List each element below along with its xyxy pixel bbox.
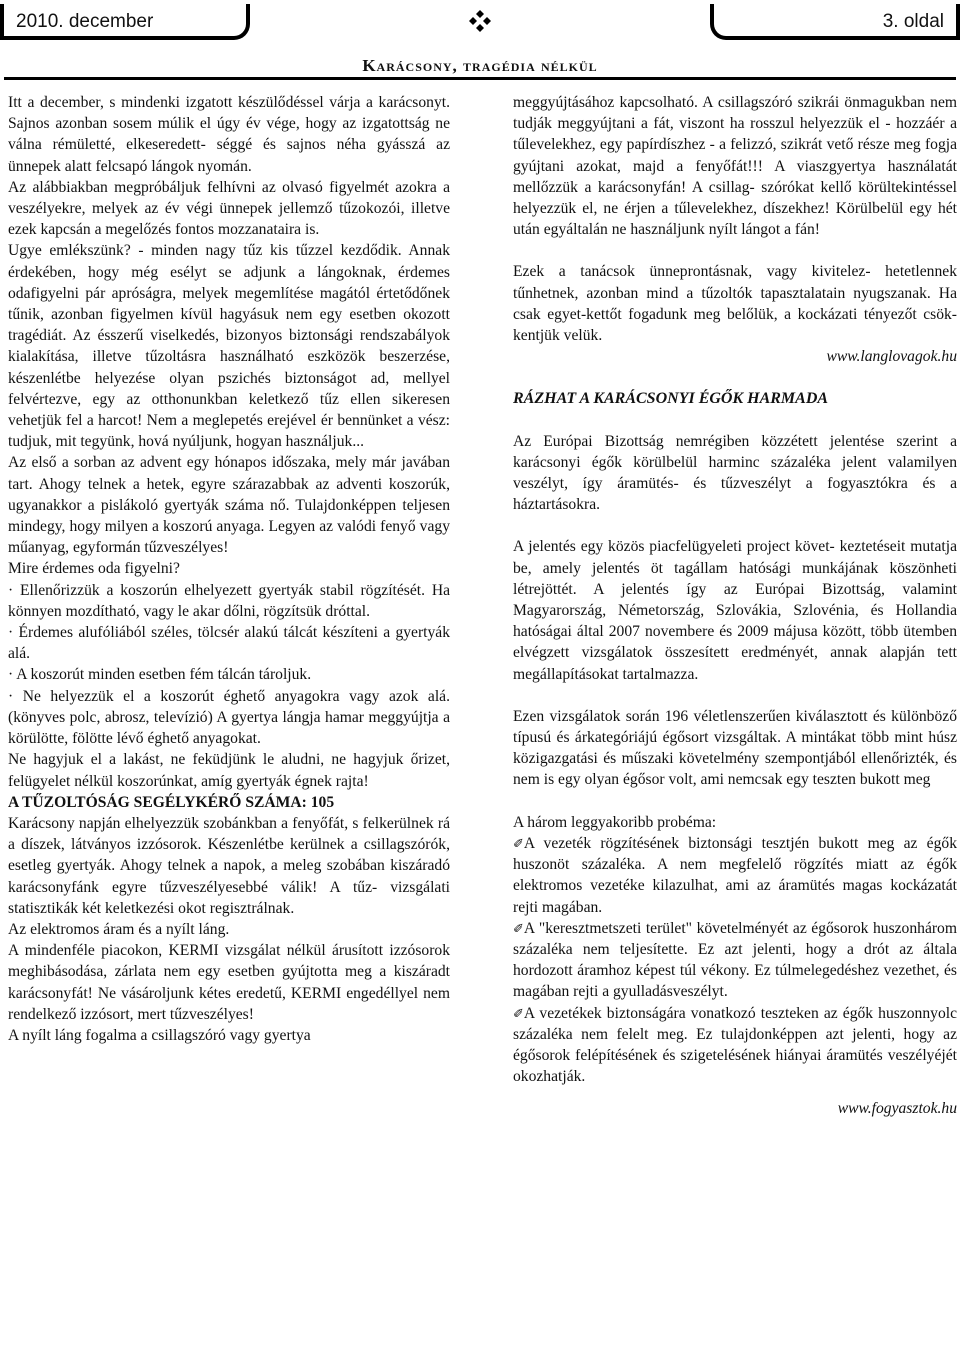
- list-item: · Ne helyezzük el a koszorút éghető anyagokra vagy azok alá. (könyves polc, abrosz, televízió) A gyertya lángja hamar meggyújtja a körülötte, fölötte lévő éghető anyagokat.: [8, 687, 450, 748]
- pencil-icon: ✐: [513, 920, 524, 936]
- list-item-text: A "keresztmetszeti terület" követelményét az égősorok huszonhárom százaléka nem teljesítette. Ez azt jelenti, hogy a drót az általa hordozott áramhoz képest túl vékony. Ez túlmelegedéshez vezethet, és magában rejti a gyulladásveszélyt.: [513, 919, 957, 1001]
- list-item: [513, 1003, 957, 1088]
- section-title: Karácsony, tragédia nélkül: [362, 56, 598, 75]
- paragraph: Az alábbiakban megpróbáljuk felhívni az olvasó figyelmét azokra a veszélyekre, melyek az év végi ünnepek jellemző tűzokozói, illetve ezek kapcsán a megelőzés fontos mozzanataira is.: [8, 178, 450, 239]
- paragraph: A nyílt láng fogalma a csillagszóró vagy gyertya: [8, 1026, 311, 1044]
- paragraph: Ne hagyjuk el a lakást, ne feküdjünk le aludni, ne hagyjuk őrizet, felügyelet nélkül koszorúnkat, amíg gyertyák égnek rajta!: [8, 751, 450, 790]
- pencil-icon: ✐: [513, 1005, 524, 1021]
- paragraph: meggyújtásához kapcsolható. A csillagszóró szikrái önmagukban nem tudják meggyújtani a fát, viszont ha rosszul helyezzük el - hozzáér a tűlevelekhez, egy papírdíszhez - a felizzó, szikrát vető része meg fogja gyújtani azokat, majd a fenyőfát!!! A viaszgyertya használatát mellőzzük a karácsonyfán! A csillag- szórókat kellő körültekintéssel helyezzük el, ne érjen a tűlevelekhez, díszekhez! Körülbelül egy hét után egyáltalán ne használjunk nyílt lángot a fán!: [513, 94, 957, 239]
- left-column: [8, 92, 450, 1046]
- paragraph: Itt a december, s mindenki izgatott készülődéssel várja a karácsonyt. Sajnos azonban sosem múlik el úgy év vége, hogy az izgatottság ne válna rémületté, elkeseredett- séggé és sajnos néha gyásszá az ünnepek alatt felcsapó lángok nyomán.: [8, 94, 450, 175]
- paragraph: Az elektromos áram és a nyílt láng.: [8, 920, 230, 938]
- paragraph: Ezek a tanácsok ünneprontásnak, vagy kivitelez- hetetlennek tűnhetnek, azonban mind a tűzoltók tapasztalatain nyugszanak. Ha csak egyet-kettőt fogadunk meg belőlük, a kockázati tényezőt csök- kentjük velük.: [513, 263, 957, 345]
- list-item: [513, 833, 957, 918]
- page-header: [0, 0, 960, 50]
- paragraph: A jelentés egy közös piacfelügyeleti project követ- keztetéseit mutatja be, amely jelentés öt tagállam hatósági munkájának köszönheti létrejöttét. A jelentés így az Európai Bizottság, valamint Magyarország, Németország, Szlovákia, Szlovénia, és Hollandia hatóságai által 2007 novembere és 2009 májusa között, több ütemben elvégzett vizsgálatok összesített eredményét, annak alapján tett megállapításokat tartalmazza.: [513, 538, 957, 683]
- title-rule: [4, 77, 956, 80]
- four-diamond-ornament-icon: [468, 9, 492, 33]
- source-link[interactable]: www.fogyasztok.hu: [837, 1100, 957, 1118]
- list-item: · A koszorút minden esetben fém tálcán tároljuk.: [8, 666, 312, 684]
- paragraph: Az első a sorban az advent egy hónapos időszaka, mely már javában tart. Ahogy telnek a hetek, egyre szárazabbak az adventi koszorúk, ugyanakkor a pislákoló gyertyák száma nő. Tulajdonképpen teljesen mindegy, hogy milyen a koszorú anyaga. Legyen az valódi fenyő vagy műanyag, egyformán tűzveszélyes!: [8, 454, 450, 557]
- list-item: [513, 918, 957, 1003]
- paragraph: Mire érdemes oda figyelni?: [8, 560, 180, 578]
- list-item: · Érdemes alufóliából széles, tölcsér alakú tálcát készíteni a gyertyák alá.: [8, 624, 450, 663]
- list-item-text: A vezetékek biztonságára vonatkozó teszteken az égők huszonnyolc százaléka nem felelt meg. Ez tulajdonképpen azt jelenti, hogy az égősorok felépítésének és szigetelésének hiányai áramütés veszélyéjét okozhatják.: [513, 1004, 957, 1086]
- page-number-tab: [710, 4, 960, 40]
- list-item-text: A vezeték rögzítésének biztonsági tesztjén bukott meg az égők huszonöt százaléka. A nem megfelelő rögzítés miatt az égők elektromos vezetéke kilazulhat, ami az áramütés magas kockázatát rejti magában.: [513, 834, 957, 916]
- date-tab: [0, 4, 250, 40]
- paragraph: Ezen vizsgálatok során 196 véletlenszerűen kiválasztott és különböző típusú és árkategóriájú égősort vizsgáltak. A mintákat több mint húsz közigazgatási és műszaki követelmény szempontjából ellenőrizték, és nem is egy olyan égősor volt, ami nemcsak egy teszten bukott meg: [513, 707, 957, 789]
- paragraph: Karácsony napján elhelyezzük szobánkban a fenyőfát, s felkerülnek rá a díszek, látványos izzósorok. Készenlétbe kerülnek a csillagszórók, esetleg gyertyák. Ahogy telnek a napok, a meleg szobában kiszáradó karácsonyfánk egyre tűzveszélyesebbé válik! A tűz- vizsgálati statisztikák két keletkezési okot regisztrálnak.: [8, 814, 450, 917]
- emergency-number-heading: A TŰZOLTÓSÁG SEGÉLYKÉRŐ SZÁMA: 105: [8, 793, 335, 811]
- paragraph: Az Európai Bizottság nemrégiben közzétett jelentése szerint a karácsonyi égők körülbelül harminc százaléka jelent valamilyen veszélyt, így áramütés- és tűzveszélyt a fogyasztókra és a háztartásokra.: [513, 432, 957, 514]
- right-column: [513, 92, 957, 1120]
- page-number: 3. oldal: [882, 11, 944, 32]
- list-item: · Ellenőrizzük a koszorún elhelyezett gyertyák stabil rögzítését. Ha könnyen mozdítható, vagy le akar dőlni, rögzítsük dróttal.: [8, 581, 450, 620]
- pencil-icon: ✐: [513, 835, 524, 851]
- source-link[interactable]: www.langlovagok.hu: [826, 348, 957, 366]
- issue-date: 2010. december: [16, 11, 154, 32]
- article-heading: RÁZHAT A KARÁCSONYI ÉGŐK HARMADA: [513, 390, 829, 408]
- paragraph: A mindenféle piacokon, KERMI vizsgálat nélkül árusított izzósorok meghibásodása, zárlata nem egy esetben gyújtotta meg a kiszáradt karácsonyfát! Ne vásároljunk kétes eredetű, KERMI engedéllyel nem rendelkező izzósort, mert tűzveszélyes!: [8, 942, 450, 1023]
- paragraph: A három leggyakoribb probéma:: [513, 813, 717, 831]
- paragraph: Ugye emlékszünk? - minden nagy tűz kis tűzzel kezdődik. Annak érdekében, hogy még esélyt se adjunk a lángoknak, érdemes odafigyelni pár apróságra, melyek megemlítése magától értetődőnek tűnik, azonban figyelmen kívül hagyásuk nem egy esetben okozott tragédiát. Az ésszerű viselkedés, bizonyos biztonsági rendszabályok kialakítása, illetve tűzoltásra használható eszközök beszerzése, készenlétbe helyezése olyan pszichés biztonságot ad, mellyel felvértezve, egy az otthonunkban keletkező tűz ellen sikeresen vehetjük fel a harcot! Nem a meglepetés erejével ér bennünket a vész: tudjuk, mit tegyünk, hová nyúljunk, hogyan használjuk...: [8, 242, 450, 451]
